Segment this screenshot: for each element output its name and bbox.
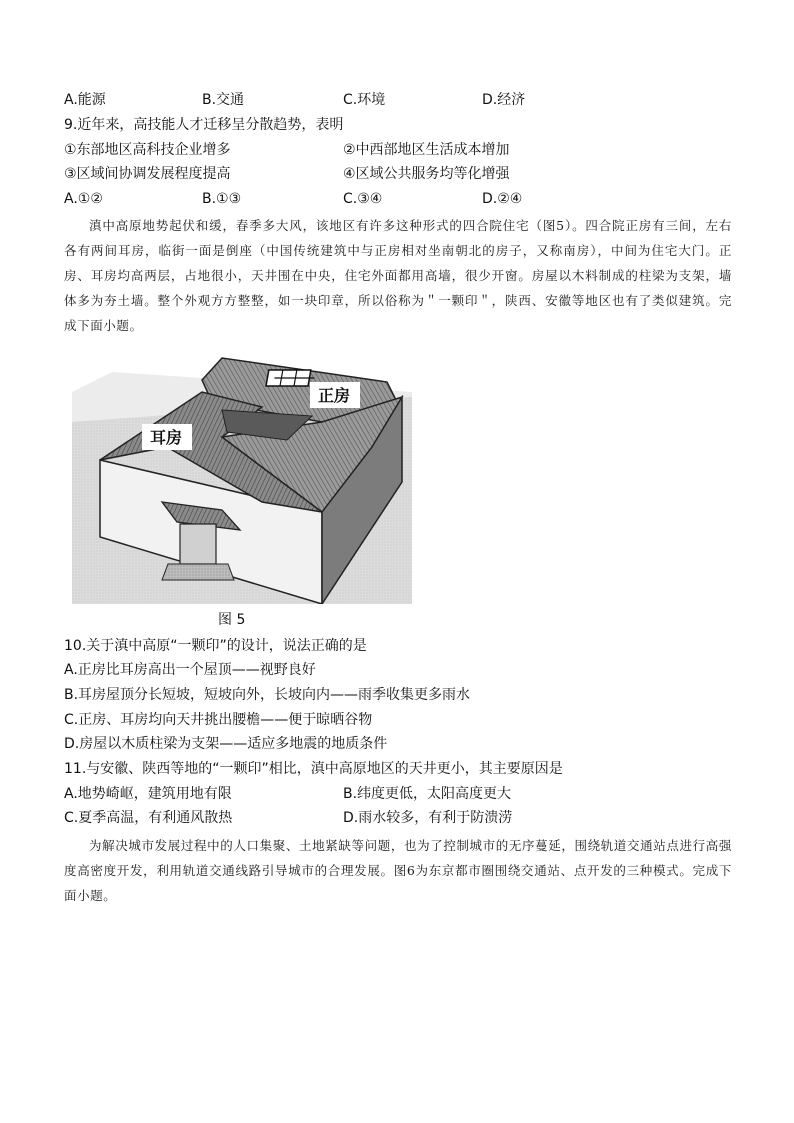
roof-window [266,370,314,386]
q9-option-c: C.③④ [343,191,383,207]
option-b: B.交通 [202,92,245,108]
q9-option-b: B.①③ [202,191,242,207]
option-a: A.能源 [64,92,106,108]
q9-option-a: A.①② [64,191,103,207]
q10-option-c: C.正房、耳房均向天井挑出腰檐——便于晾晒谷物 [64,712,373,728]
figure-5-caption: 图 5 [218,612,246,628]
q11-option-d: D.雨水较多，有利于防溃涝 [343,810,513,826]
q9-statement-4: ④区域公共服务均等化增强 [343,166,510,182]
label-erfang: 耳房 [150,428,183,447]
q11-option-a: A.地势崎岖，建筑用地有限 [64,786,232,802]
passage-siheyuan-text: 滇中高原地势起伏和缓，春季多大风，该地区有许多这种形式的四合院住宅（图5）。四合院正房有三间，左右各有两间耳房，临街一面是倒座（中国传统建筑中与正房相对坐南朝北的房子，又称南房），中间为住宅大门。正房、耳房均高两层，占地很小，天井围在中央，住宅外面都用高墙，很少开窗。房屋以木料制成的柱梁为支架，墙体多为夯土墙。整个外观方方整整，如一块印章，所以俗称为＂一颗印＂，陕西、安徽等地区也有了类似建筑。完成下面小题。 [64,218,732,333]
question-11-stem: 11.与安徽、陕西等地的“一颗印”相比，滇中高原地区的天井更小，其主要原因是 [64,761,563,777]
q10-option-b: B.耳房屋顶分长短坡，短坡向外，长坡向内——雨季收集更多雨水 [64,687,471,703]
figure-5-courtyard-house [72,352,412,604]
q9-statement-2: ②中西部地区生活成本增加 [343,142,510,158]
label-zhengfang: 正房 [318,386,351,405]
option-d: D.经济 [482,92,526,108]
q10-option-d: D.房屋以木质柱梁为支架——适应多地震的地质条件 [64,736,388,752]
question-10-stem: 10.关于滇中高原“一颗印”的设计，说法正确的是 [64,638,367,654]
q9-statement-1: ①东部地区高科技企业增多 [64,142,231,158]
passage-tod [64,833,732,908]
q9-statement-3: ③区域间协调发展程度提高 [64,166,231,182]
option-c: C.环境 [343,92,386,108]
q11-option-b: B.纬度更低，太阳高度更大 [343,786,512,802]
passage-siheyuan [64,213,732,338]
q9-option-d: D.②④ [482,191,523,207]
q10-option-a: A.正房比耳房高出一个屋顶——视野良好 [64,662,316,678]
question-9-stem: 9.近年来，高技能人才迁移呈分散趋势，表明 [64,117,344,133]
q11-option-c: C.夏季高温，有利通风散热 [64,810,233,826]
passage-tod-text: 为解决城市发展过程中的人口集聚、土地紧缺等问题，也为了控制城市的无序蔓延，围绕轨道交通站点进行高强度高密度开发，利用轨道交通线路引导城市的合理发展。图6为东京都市圈围绕交通站、点开发的三种模式。完成下面小题。 [64,838,732,903]
